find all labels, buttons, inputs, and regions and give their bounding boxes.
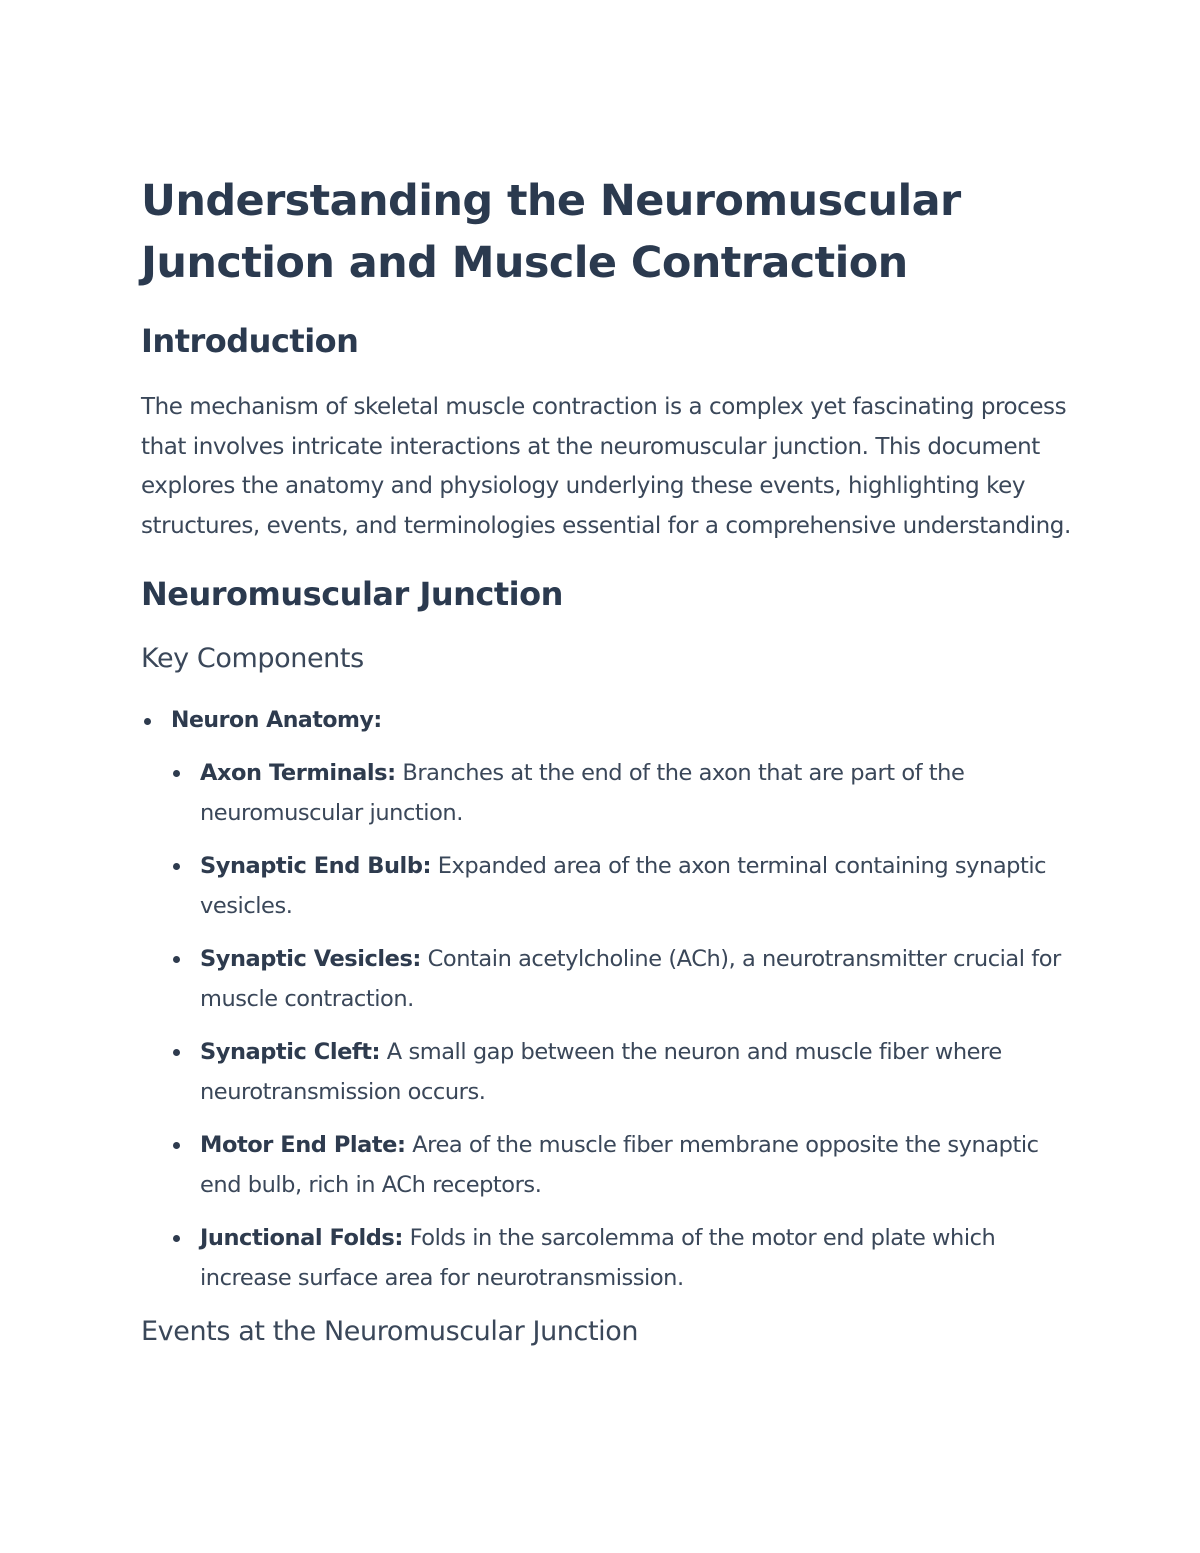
- document-page: [141, 170, 1071, 1374]
- section-heading-introduction: Introduction: [141, 322, 359, 360]
- list-item: [171, 846, 1071, 926]
- list-item-label: Neuron Anatomy:: [171, 708, 382, 733]
- term-description: Folds in the sarcolemma of the motor end plate which increase surface area for neurotransmission.: [200, 1225, 996, 1291]
- term-label: Synaptic End Bulb:: [200, 853, 432, 879]
- term-label: Junctional Folds:: [200, 1225, 403, 1251]
- list-item: [171, 1218, 1071, 1298]
- term-label: Axon Terminals:: [200, 760, 396, 786]
- bullet-icon: [173, 1049, 180, 1056]
- bullet-icon: [173, 956, 180, 963]
- term-description: A small gap between the neuron and muscle fiber where neurotransmission occurs.: [200, 1039, 1002, 1105]
- list-item: [171, 1125, 1071, 1205]
- document-title: Understanding the Neuromuscular Junction and Muscle Contraction: [141, 176, 961, 288]
- subsection-heading-key-components: Key Components: [141, 643, 364, 674]
- term-description: Contain acetylcholine (ACh), a neurotransmitter crucial for muscle contraction.: [200, 946, 1061, 1012]
- list-item-neuron-anatomy: [141, 701, 1071, 1298]
- list-item: [171, 753, 1071, 833]
- term-label: Synaptic Vesicles:: [200, 946, 421, 972]
- bullet-icon: [173, 1142, 180, 1149]
- term-label: Synaptic Cleft:: [200, 1039, 381, 1065]
- term-description: Expanded area of the axon terminal containing synaptic vesicles.: [200, 853, 1047, 919]
- key-components-list: [141, 701, 1071, 1298]
- introduction-paragraph: The mechanism of skeletal muscle contraction is a complex yet fascinating process that involves intricate interactions at the neuromuscular junction. This document explores the anatomy and physiology underlying these events, highlighting key structures, events, and terminologies essential for a comprehensive understanding.: [141, 394, 1071, 539]
- bullet-icon: [173, 770, 180, 777]
- section-heading-neuromuscular-junction: Neuromuscular Junction: [141, 575, 563, 613]
- list-item: [171, 939, 1071, 1019]
- term-label: Motor End Plate:: [200, 1132, 406, 1158]
- bullet-icon: [173, 863, 180, 870]
- term-description: Branches at the end of the axon that are part of the neuromuscular junction.: [200, 760, 965, 826]
- term-description: Area of the muscle fiber membrane opposite the synaptic end bulb, rich in ACh receptors.: [200, 1132, 1039, 1198]
- bullet-icon: [144, 718, 151, 725]
- list-item: [171, 1032, 1071, 1112]
- subsection-heading-events: Events at the Neuromuscular Junction: [141, 1316, 639, 1347]
- bullet-icon: [173, 1235, 180, 1242]
- neuron-anatomy-sublist: [171, 753, 1071, 1298]
